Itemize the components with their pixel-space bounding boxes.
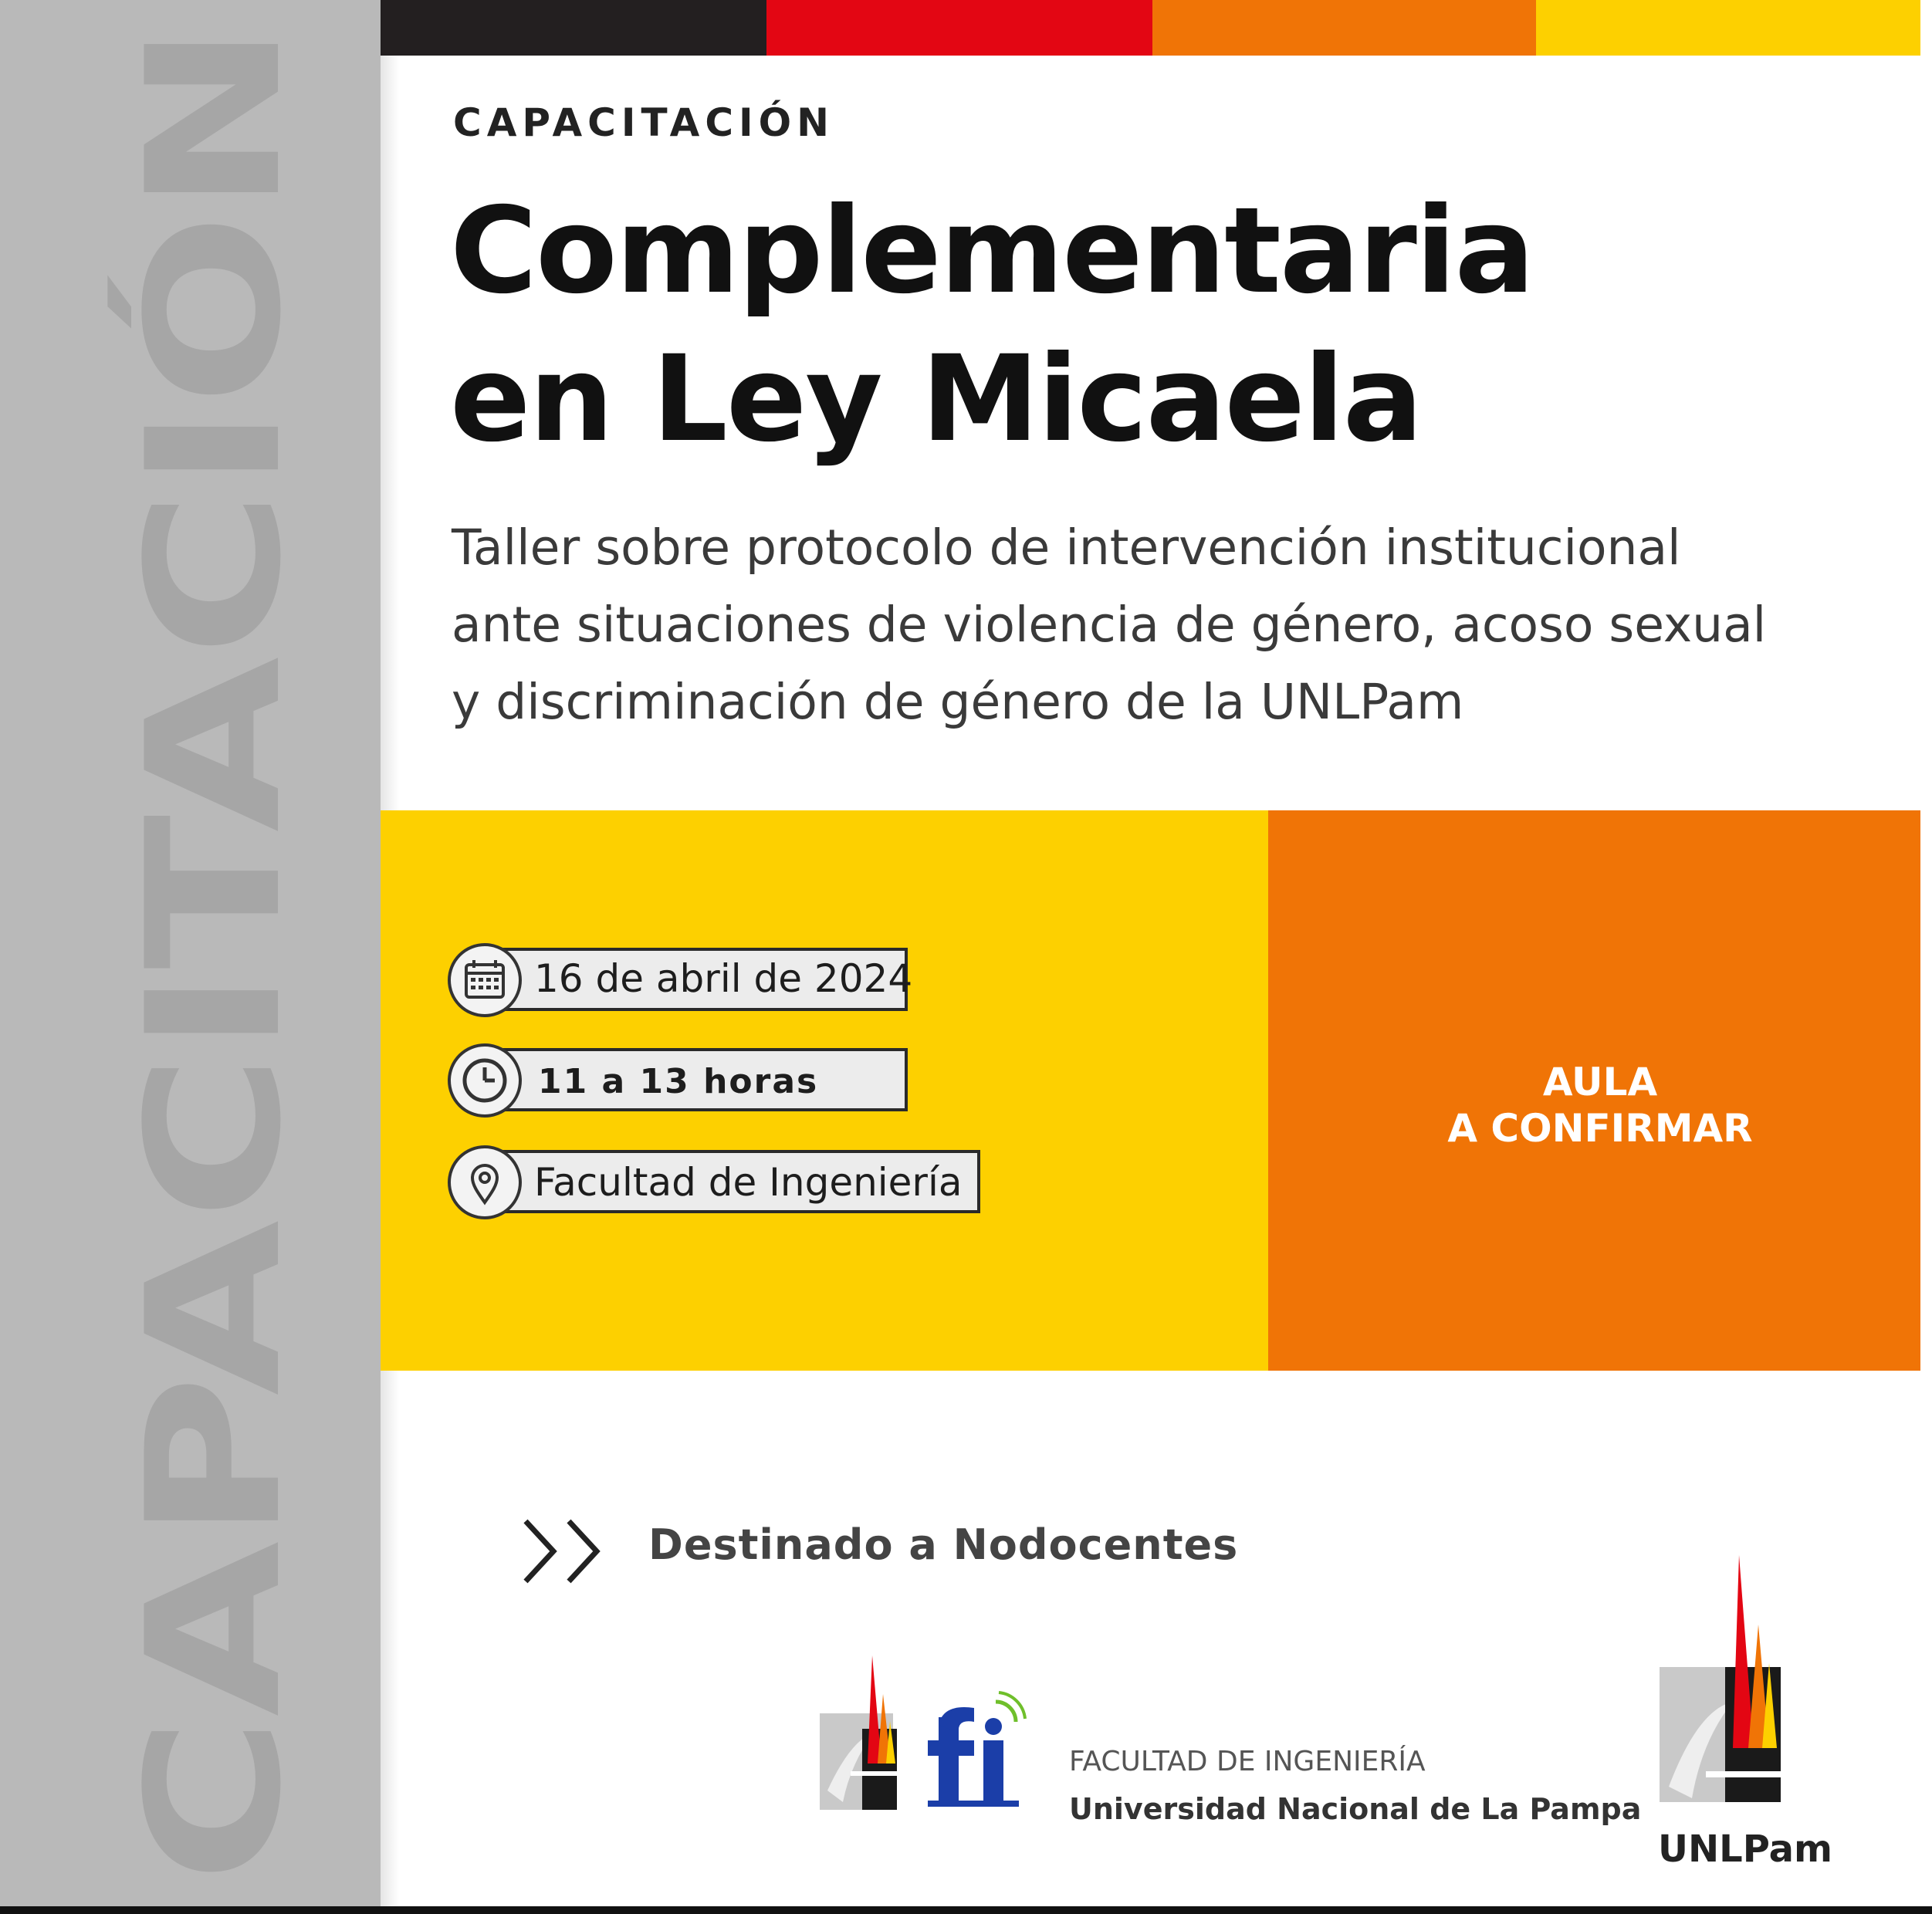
- subtitle: [452, 509, 1887, 741]
- location-pin-icon: [448, 1145, 522, 1219]
- place-text: Facultad de Ingeniería: [534, 1160, 963, 1205]
- faculty-logo: [820, 1648, 1067, 1833]
- color-strip-yellow: [1536, 0, 1920, 56]
- time-text: 11 a 13 horas: [538, 1062, 819, 1101]
- color-strip-black: [381, 0, 766, 56]
- vertical-word-text: CAPACITACIÓN: [108, 377, 322, 1883]
- room-line-2: A CONFIRMAR: [1447, 1106, 1753, 1151]
- title-line-1: Complementaria: [450, 182, 1534, 320]
- title-line-2: en Ley Micaela: [450, 330, 1422, 468]
- page-title: [450, 178, 1534, 474]
- kicker-label: CAPACITACIÓN: [453, 100, 835, 145]
- faculty-name: FACULTAD DE INGENIERÍA: [1069, 1746, 1426, 1777]
- bottom-border: [0, 1906, 1932, 1914]
- double-chevron-icon: [521, 1517, 614, 1586]
- room-line-1: AULA: [1542, 1060, 1658, 1104]
- calendar-icon: [448, 943, 522, 1017]
- date-text: 16 de abril de 2024: [534, 956, 913, 1001]
- audience-text: Destinado a Nodocentes: [648, 1520, 1239, 1569]
- subtitle-line-3: y discriminación de género de la UNLPam: [452, 674, 1464, 730]
- clock-icon: [448, 1043, 522, 1118]
- university-name: Universidad Nacional de La Pampa: [1069, 1792, 1642, 1826]
- color-strip-orange: [1152, 0, 1536, 56]
- room-label: [1268, 1059, 1932, 1151]
- unlpam-logo: [1660, 1555, 1829, 1825]
- subtitle-line-2: ante situaciones de violencia de género, acoso sexual: [452, 597, 1767, 653]
- color-strip-red: [766, 0, 1152, 56]
- subtitle-line-1: Taller sobre protocolo de intervención institucional: [452, 519, 1681, 576]
- vertical-word: [0, 0, 381, 1914]
- unlpam-wordmark: UNLPam: [1658, 1828, 1833, 1871]
